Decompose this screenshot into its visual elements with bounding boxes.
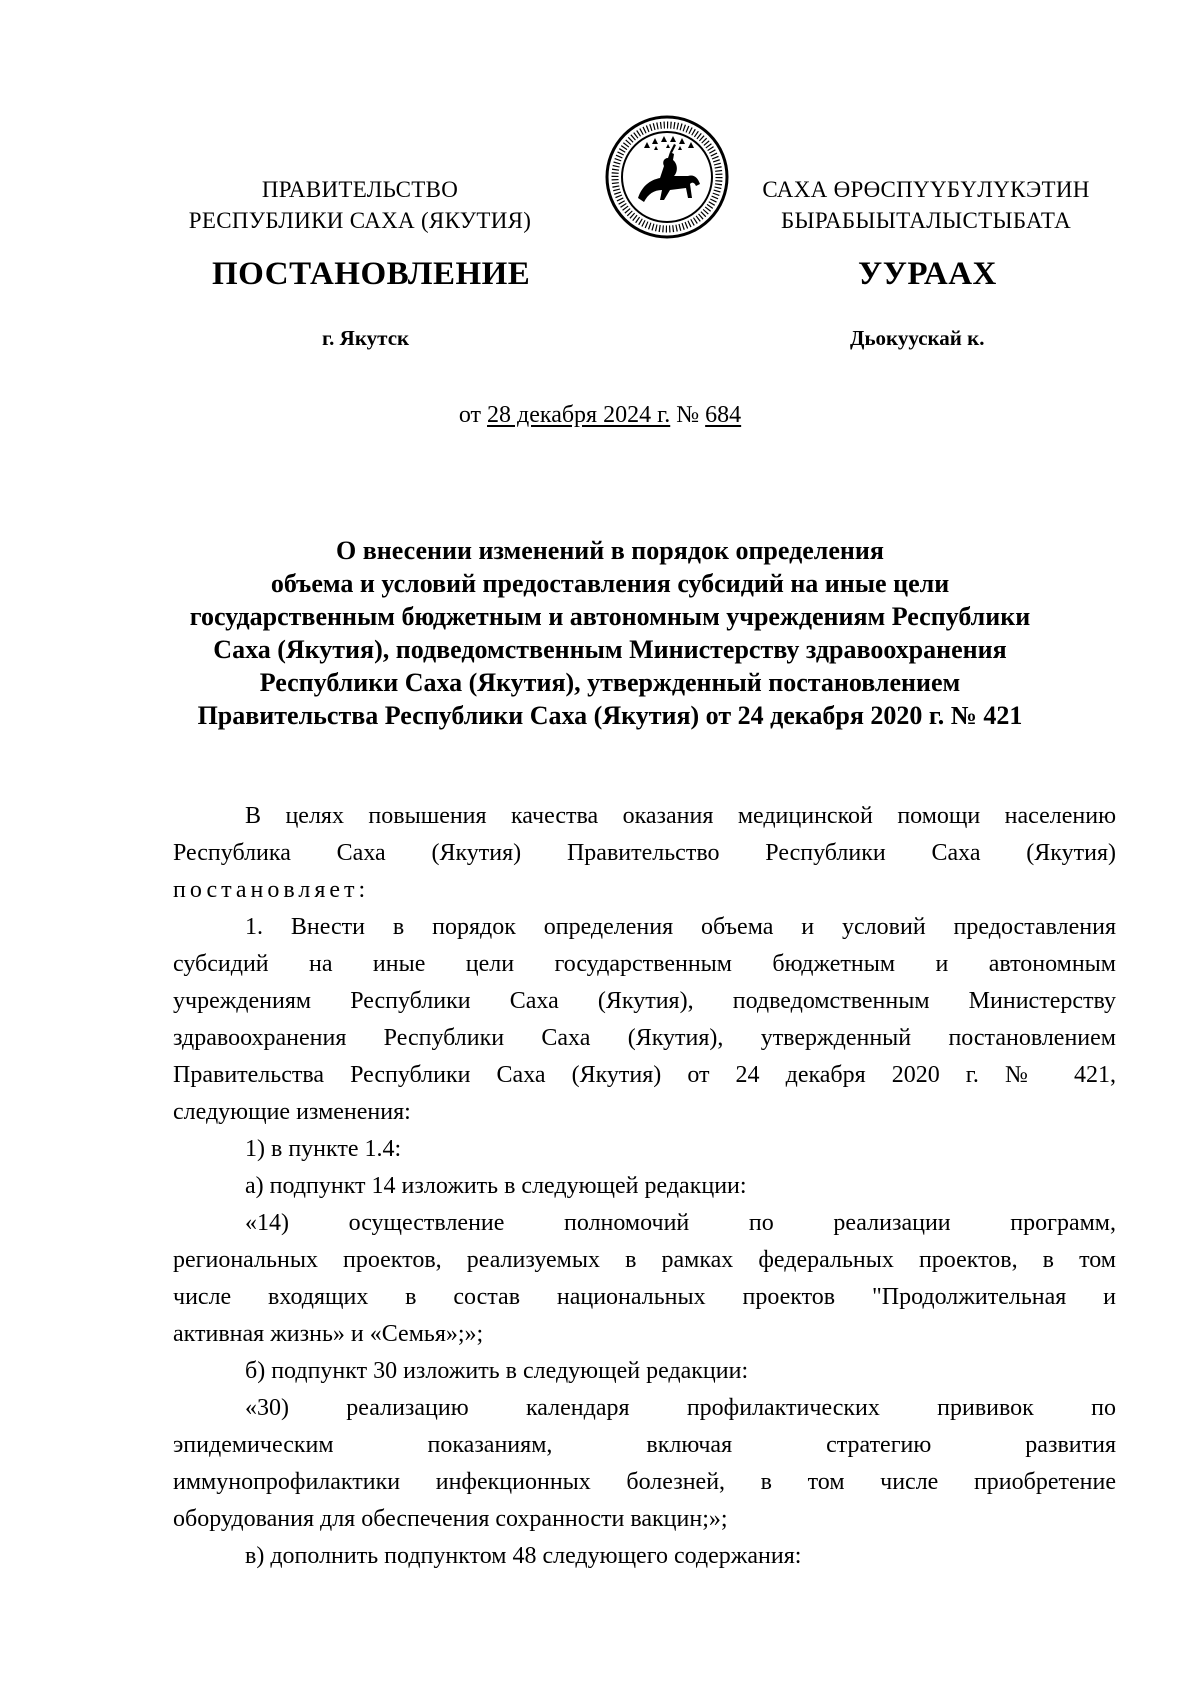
body-line: числе входящих в состав национальных проектов "Продолжительная и <box>173 1284 1116 1310</box>
title-line: государственным бюджетным и автономным учреждениям Республики <box>189 602 1031 631</box>
title-line: объема и условий предоставления субсидий на иные цели <box>270 569 950 598</box>
body-line: эпидемическим показаниям, включая стратегию развития <box>173 1432 1116 1458</box>
body-line: Правительства Республики Саха (Якутия) от 24 декабря 2020 г. № 421, <box>173 1062 1116 1088</box>
body-line: «30) реализацию календаря профилактических прививок по <box>245 1395 1116 1421</box>
body-line: учреждениям Республики Саха (Якутия), подведомственным Министерству <box>173 988 1116 1014</box>
header-left-line-2: РЕСПУБЛИКИ САХА (ЯКУТИЯ) <box>188 208 532 233</box>
body-line: в) дополнить подпунктом 48 следующего содержания: <box>245 1543 802 1569</box>
date-number-line <box>0 402 1200 429</box>
body-line: В целях повышения качества оказания медицинской помощи населению <box>245 803 1116 829</box>
body-line: субсидий на иные цели государственным бюджетным и автономным <box>173 951 1116 977</box>
document-title <box>140 534 1080 732</box>
body-line: а) подпункт 14 изложить в следующей редакции: <box>245 1173 747 1199</box>
body-line: следующие изменения: <box>173 1099 411 1125</box>
doc-type-sakha: УУРААХ <box>858 256 997 292</box>
title-line: Саха (Якутия), подведомственным Министерству здравоохранения <box>213 635 1007 664</box>
header-left-block <box>150 174 570 236</box>
date-prefix: от <box>458 402 482 428</box>
body-line: региональных проектов, реализуемых в рамках федеральных проектов, в том <box>173 1247 1116 1273</box>
title-line: О внесении изменений в порядок определения <box>336 536 884 565</box>
place-russian: г. Якутск <box>322 326 410 350</box>
place-sakha: Дьокуускай к. <box>850 326 985 350</box>
body-line: 1. Внести в порядок определения объема и условий предоставления <box>245 914 1116 940</box>
body-line: «14) осуществление полномочий по реализации программ, <box>245 1210 1116 1236</box>
header-right-line-1: САХА ӨРӨСПҮҮБҮЛҮКЭТИН <box>762 177 1090 202</box>
coat-of-arms-sakha-icon <box>604 114 730 240</box>
body-line: 1) в пункте 1.4: <box>245 1136 402 1162</box>
document-number: 684 <box>705 402 742 428</box>
body-line: здравоохранения Республики Саха (Якутия), утвержденный постановлением <box>173 1025 1116 1051</box>
document-body <box>173 798 1116 1575</box>
title-line: Республики Саха (Якутия), утвержденный постановлением <box>259 668 961 697</box>
body-line: иммунопрофилактики инфекционных болезней, в том числе приобретение <box>173 1469 1116 1495</box>
document-date: 28 декабря 2024 г. <box>487 402 671 428</box>
body-line: б) подпункт 30 изложить в следующей редакции: <box>245 1358 749 1384</box>
header-right-block <box>726 174 1126 236</box>
doc-type-russian: ПОСТАНОВЛЕНИЕ <box>212 256 531 292</box>
body-line: Республика Саха (Якутия) Правительство Республики Саха (Якутия) <box>173 840 1116 866</box>
title-line: Правительства Республики Саха (Якутия) от 24 декабря 2020 г. № 421 <box>197 701 1023 730</box>
body-line: активная жизнь» и «Семья»;»; <box>173 1321 484 1347</box>
header-right-line-2: БЫРАБЫЫТАЛЫСТЫБАТА <box>780 208 1072 233</box>
number-sign: № <box>676 402 700 428</box>
body-line: постановляет: <box>173 877 370 903</box>
body-line: оборудования для обеспечения сохранности вакцин;»; <box>173 1506 728 1532</box>
header-left-line-1: ПРАВИТЕЛЬСТВО <box>261 177 459 202</box>
